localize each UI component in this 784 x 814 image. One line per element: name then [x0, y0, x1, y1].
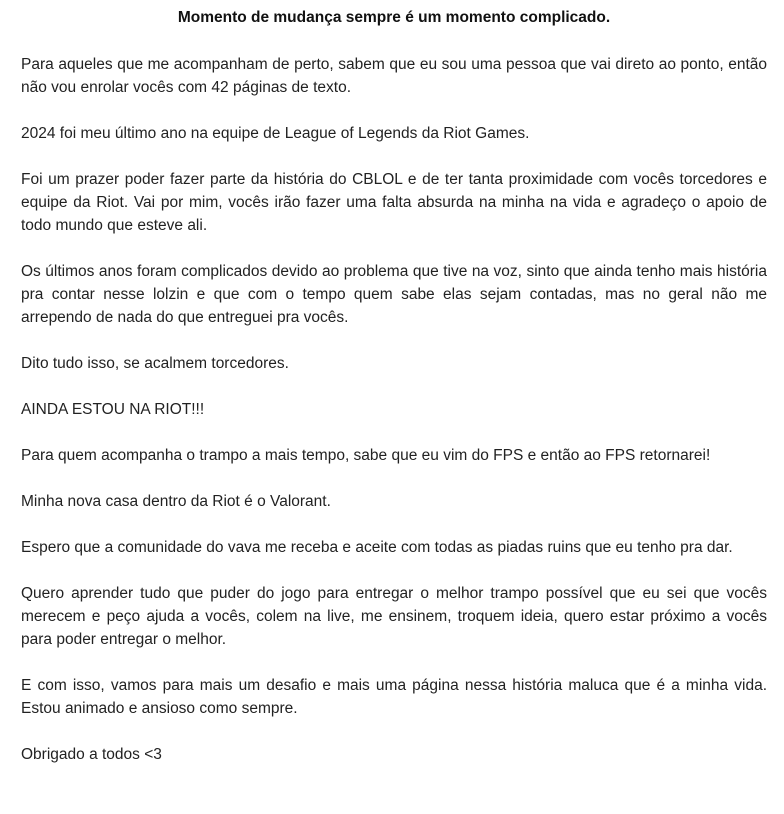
paragraph-voice: Os últimos anos foram complicados devido ao problema que tive na voz, sinto que ainda tenho mais história pra contar nesse lolzin e que com o tempo quem sabe elas sejam contadas, mas no geral não me arrependo de nada do que entreguei pra vocês.	[21, 263, 767, 326]
document-title: Momento de mudança sempre é um momento complicado.	[177, 9, 611, 26]
paragraph-fps: Para quem acompanha o trampo a mais tempo, sabe que eu vim do FPS e então ao FPS retornarei!	[21, 447, 711, 464]
paragraph-learn: Quero aprender tudo que puder do jogo para entregar o melhor trampo possível que eu sei que vocês merecem e peço ajuda a vocês, colem na live, me ensinem, troquem ideia, quero estar próximo a vocês para poder entregar o melhor.	[21, 585, 767, 648]
paragraph-valorant: Minha nova casa dentro da Riot é o Valorant.	[21, 493, 331, 510]
paragraph-thanks: Obrigado a todos <3	[21, 746, 162, 763]
paragraph-challenge: E com isso, vamos para mais um desafio e mais uma página nessa história maluca que é a minha vida. Estou animado e ansioso como sempre.	[21, 677, 767, 717]
paragraph-calm-down: Dito tudo isso, se acalmem torcedores.	[21, 355, 289, 372]
paragraph-intro: Para aqueles que me acompanham de perto, sabem que eu sou uma pessoa que vai direto ao ponto, então não vou enrolar vocês com 42 páginas de texto.	[21, 56, 767, 96]
paragraph-still-riot: AINDA ESTOU NA RIOT!!!	[21, 401, 205, 418]
document	[21, 0, 767, 766]
paragraph-last-year: 2024 foi meu último ano na equipe de League of Legends da Riot Games.	[21, 125, 530, 142]
paragraph-cblol: Foi um prazer poder fazer parte da história do CBLOL e de ter tanta proximidade com vocês torcedores e equipe da Riot. Vai por mim, vocês irão fazer uma falta absurda na minha na vida e agradeço o apoio de todo mundo que esteve ali.	[21, 171, 767, 234]
paragraph-community: Espero que a comunidade do vava me receba e aceite com todas as piadas ruins que eu tenho pra dar.	[21, 539, 733, 556]
